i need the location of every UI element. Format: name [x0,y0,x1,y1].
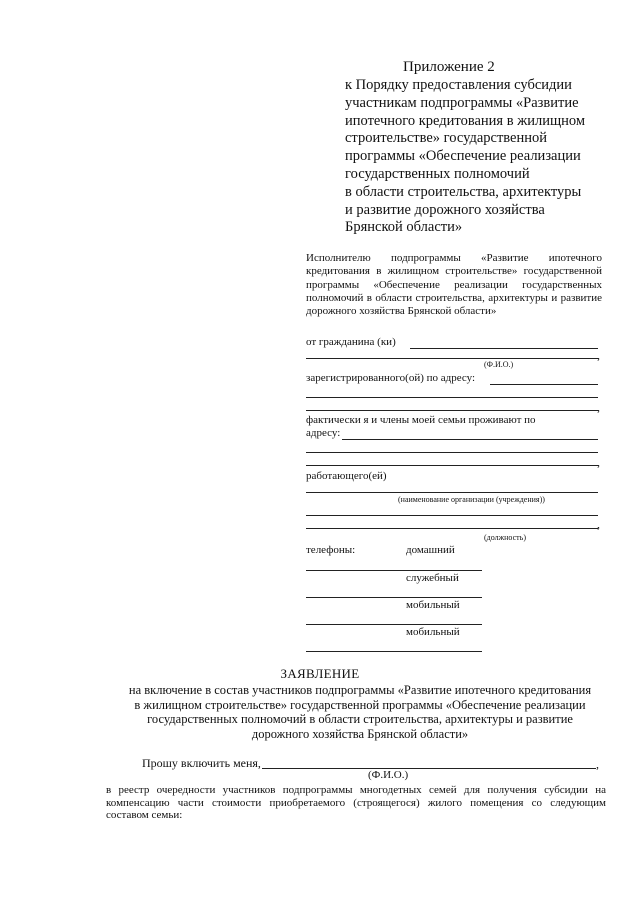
appendix-title: Приложение 2 [403,59,495,75]
citizen-name-line-2[interactable] [306,358,598,359]
organization-line-2[interactable] [306,515,598,516]
phone-mobile-line-1[interactable] [306,624,482,625]
phone-home-line[interactable] [306,570,482,571]
request-prefix: Прошу включить меня, [142,756,261,770]
phone-work-line[interactable] [306,597,482,598]
phone-home-label: домашний [406,544,455,556]
actual-address-line-2[interactable] [306,452,598,453]
applicant-name-line[interactable] [262,768,596,769]
comma: , [597,348,600,362]
comma: , [596,757,599,771]
comma: , [597,517,600,531]
request-text: в реестр очередности участников подпрограммы многодетных семей для получения субсидии на компенсацию части стоимости приобретаемого (строящегося) жилого помещения со следующим составом семьи: [106,784,606,821]
actual-residence-label: фактически я и члены моей семьи проживают по [306,414,536,426]
appendix-text: к Порядку предоставления субсидии участникам подпрограммы «Развитие ипотечного кредитования в жилищном строительстве» государственной программы «Обеспечение реализации государственных полномочий в области строительства, архитектуры и развитие дорожного хозяйства Брянской области» [345,77,586,236]
organization-hint: (наименование организации (учреждения)) [398,495,545,504]
working-label: работающего(ей) [306,470,387,482]
statement-subtitle: на включение в состав участников подпрограммы «Развитие ипотечного кредитования в жилищном строительстве» государственной программы «Обеспечение реализации государственных полномочий в области строительства, архитектуры и развитие дорожного хозяйства Брянской области» [128,683,592,741]
phone-mobile-label-2: мобильный [406,626,460,638]
registered-address-line[interactable] [490,384,598,385]
registered-address-label: зарегистрированного(ой) по адресу: [306,372,476,384]
phones-label: телефоны: [306,544,356,556]
comma: , [597,455,600,469]
address-label: адресу: [306,427,341,439]
citizen-name-line[interactable] [410,348,598,349]
addressee-text: Исполнителю подпрограммы «Развитие ипотечного кредитования в жилищном строительстве» государственной программы «Обеспечение реализации государственных полномочий в области строительства, архитектуры и развитие дорожного хозяйства Брянской области» [306,252,602,318]
actual-address-line[interactable] [342,439,598,440]
registered-address-line-3[interactable] [306,410,598,411]
position-hint: (должность) [484,533,526,542]
actual-address-line-3[interactable] [306,465,598,466]
comma: , [597,400,600,414]
phone-mobile-line-2[interactable] [306,651,482,652]
organization-line[interactable] [306,492,598,493]
fio-hint: (Ф.И.О.) [484,360,514,369]
applicant-fio-hint: (Ф.И.О.) [368,769,409,781]
registered-address-line-2[interactable] [306,397,598,398]
phone-work-label: служебный [406,572,459,584]
position-line[interactable] [306,528,598,529]
statement-title: ЗАЯВЛЕНИЕ [280,666,360,681]
phone-mobile-label-1: мобильный [406,599,460,611]
from-citizen-label: от гражданина (ки) [306,336,396,348]
